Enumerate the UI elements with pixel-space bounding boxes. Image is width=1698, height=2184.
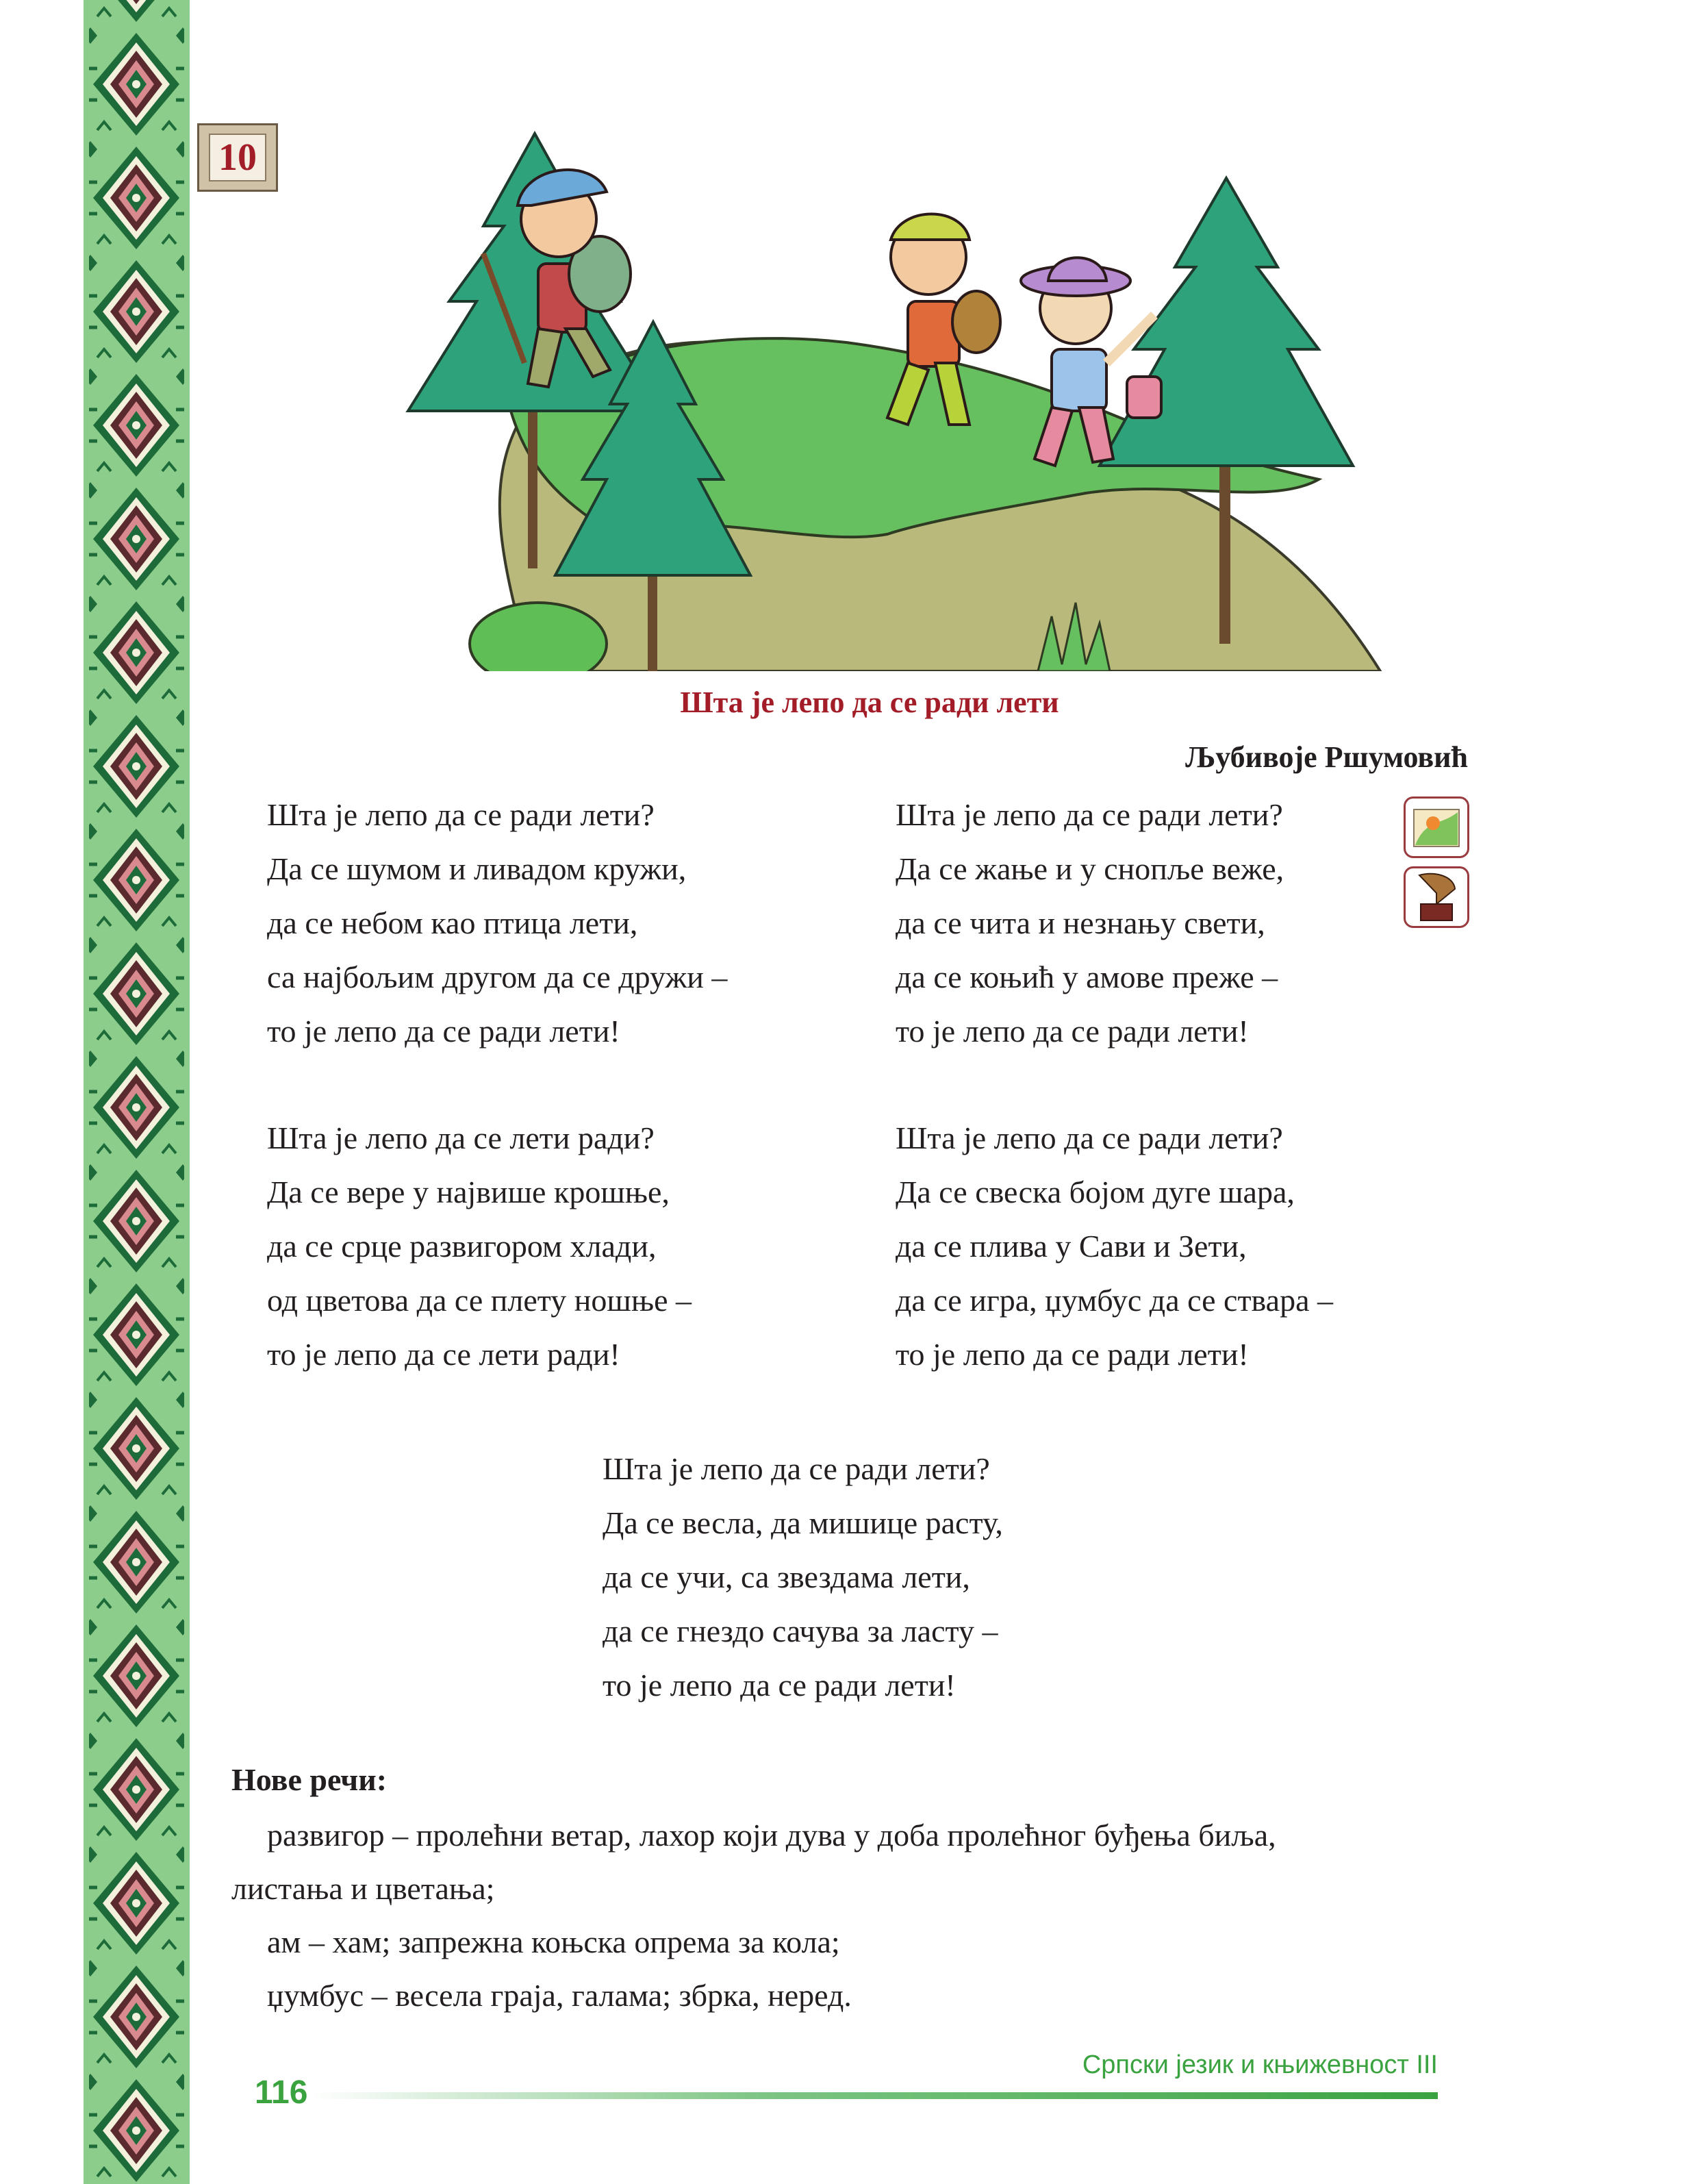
verse-line: Шта је лепо да се ради лети? bbox=[896, 1120, 1283, 1155]
verse-line: то је лепо да се ради лети! bbox=[896, 1014, 1249, 1049]
page-number: 116 bbox=[255, 2074, 308, 2111]
image-gallery-icon[interactable] bbox=[1404, 796, 1469, 858]
lesson-number-badge bbox=[197, 123, 278, 192]
poem-author: Љубивоје Ршумовић bbox=[1185, 740, 1468, 774]
verse-line: Шта је лепо да се ради лети? bbox=[603, 1451, 990, 1486]
stanza-4 bbox=[896, 1111, 1333, 1381]
gloss-line: развигор – пролећни ветар, лахор који дува у доба пролећног буђења биља, bbox=[267, 1818, 1276, 1853]
book-title: Српски језик и књижевност III bbox=[1082, 2050, 1438, 2079]
lesson-number: 10 bbox=[209, 134, 266, 181]
verse-line: Шта је лепо да се лети ради? bbox=[267, 1120, 655, 1155]
stanza-3 bbox=[267, 1111, 692, 1381]
verse-line: да се чита и незнању свети, bbox=[896, 905, 1265, 940]
verse-line: то је лепо да се ради лети! bbox=[267, 1014, 620, 1049]
gloss-line: ам – хам; запрежна коњска опрема за кола; bbox=[267, 1924, 840, 1959]
verse-line: да се срце развигором хлади, bbox=[267, 1229, 657, 1264]
verse-line: Да се шумом и ливадом кружи, bbox=[267, 851, 687, 886]
verse-line: то је лепо да се ради лети! bbox=[896, 1337, 1249, 1372]
verse-line: да се коњић у амове преже – bbox=[896, 959, 1278, 994]
poem-title: Шта је лепо да се ради лети bbox=[680, 686, 1059, 719]
verse-line: да се учи, са звездама лети, bbox=[603, 1559, 970, 1594]
verse-line: да се плива у Сави и Зети, bbox=[896, 1229, 1247, 1264]
verse-line: Да се весла, да мишице расту, bbox=[603, 1505, 1003, 1540]
hiking-children-illustration bbox=[367, 123, 1408, 671]
new-words-heading: Нове речи: bbox=[231, 1762, 388, 1797]
verse-line: Шта је лепо да се ради лети? bbox=[267, 797, 655, 832]
verse-line: то је лепо да се ради лети! bbox=[603, 1668, 956, 1703]
gloss-line: листања и цветања; bbox=[231, 1871, 495, 1906]
stanza-2 bbox=[896, 788, 1284, 1058]
gloss-line: џумбус – весела граја, галама; збрка, неред. bbox=[267, 1978, 852, 2013]
ornamental-border bbox=[84, 0, 190, 2184]
stanza-5 bbox=[603, 1442, 1003, 1712]
verse-line: Да се жање и у снопље веже, bbox=[896, 851, 1284, 886]
verse-line: Да се вере у највише крошње, bbox=[267, 1175, 670, 1209]
gramophone-icon[interactable] bbox=[1404, 866, 1469, 928]
verse-line: од цветова да се плету ношње – bbox=[267, 1283, 692, 1318]
footer-divider bbox=[312, 2092, 1438, 2099]
verse-line: да се игра, џумбус да се ствара – bbox=[896, 1283, 1333, 1318]
verse-line: са најбољим другом да се дружи – bbox=[267, 959, 728, 994]
stanza-1 bbox=[267, 788, 727, 1058]
verse-line: Шта је лепо да се ради лети? bbox=[896, 797, 1283, 832]
verse-line: да се небом као птица лети, bbox=[267, 905, 638, 940]
verse-line: да се гнездо сачува за ласту – bbox=[603, 1614, 998, 1648]
verse-line: Да се свеска бојом дуге шара, bbox=[896, 1175, 1295, 1209]
verse-line: то је лепо да се лети ради! bbox=[267, 1337, 620, 1372]
